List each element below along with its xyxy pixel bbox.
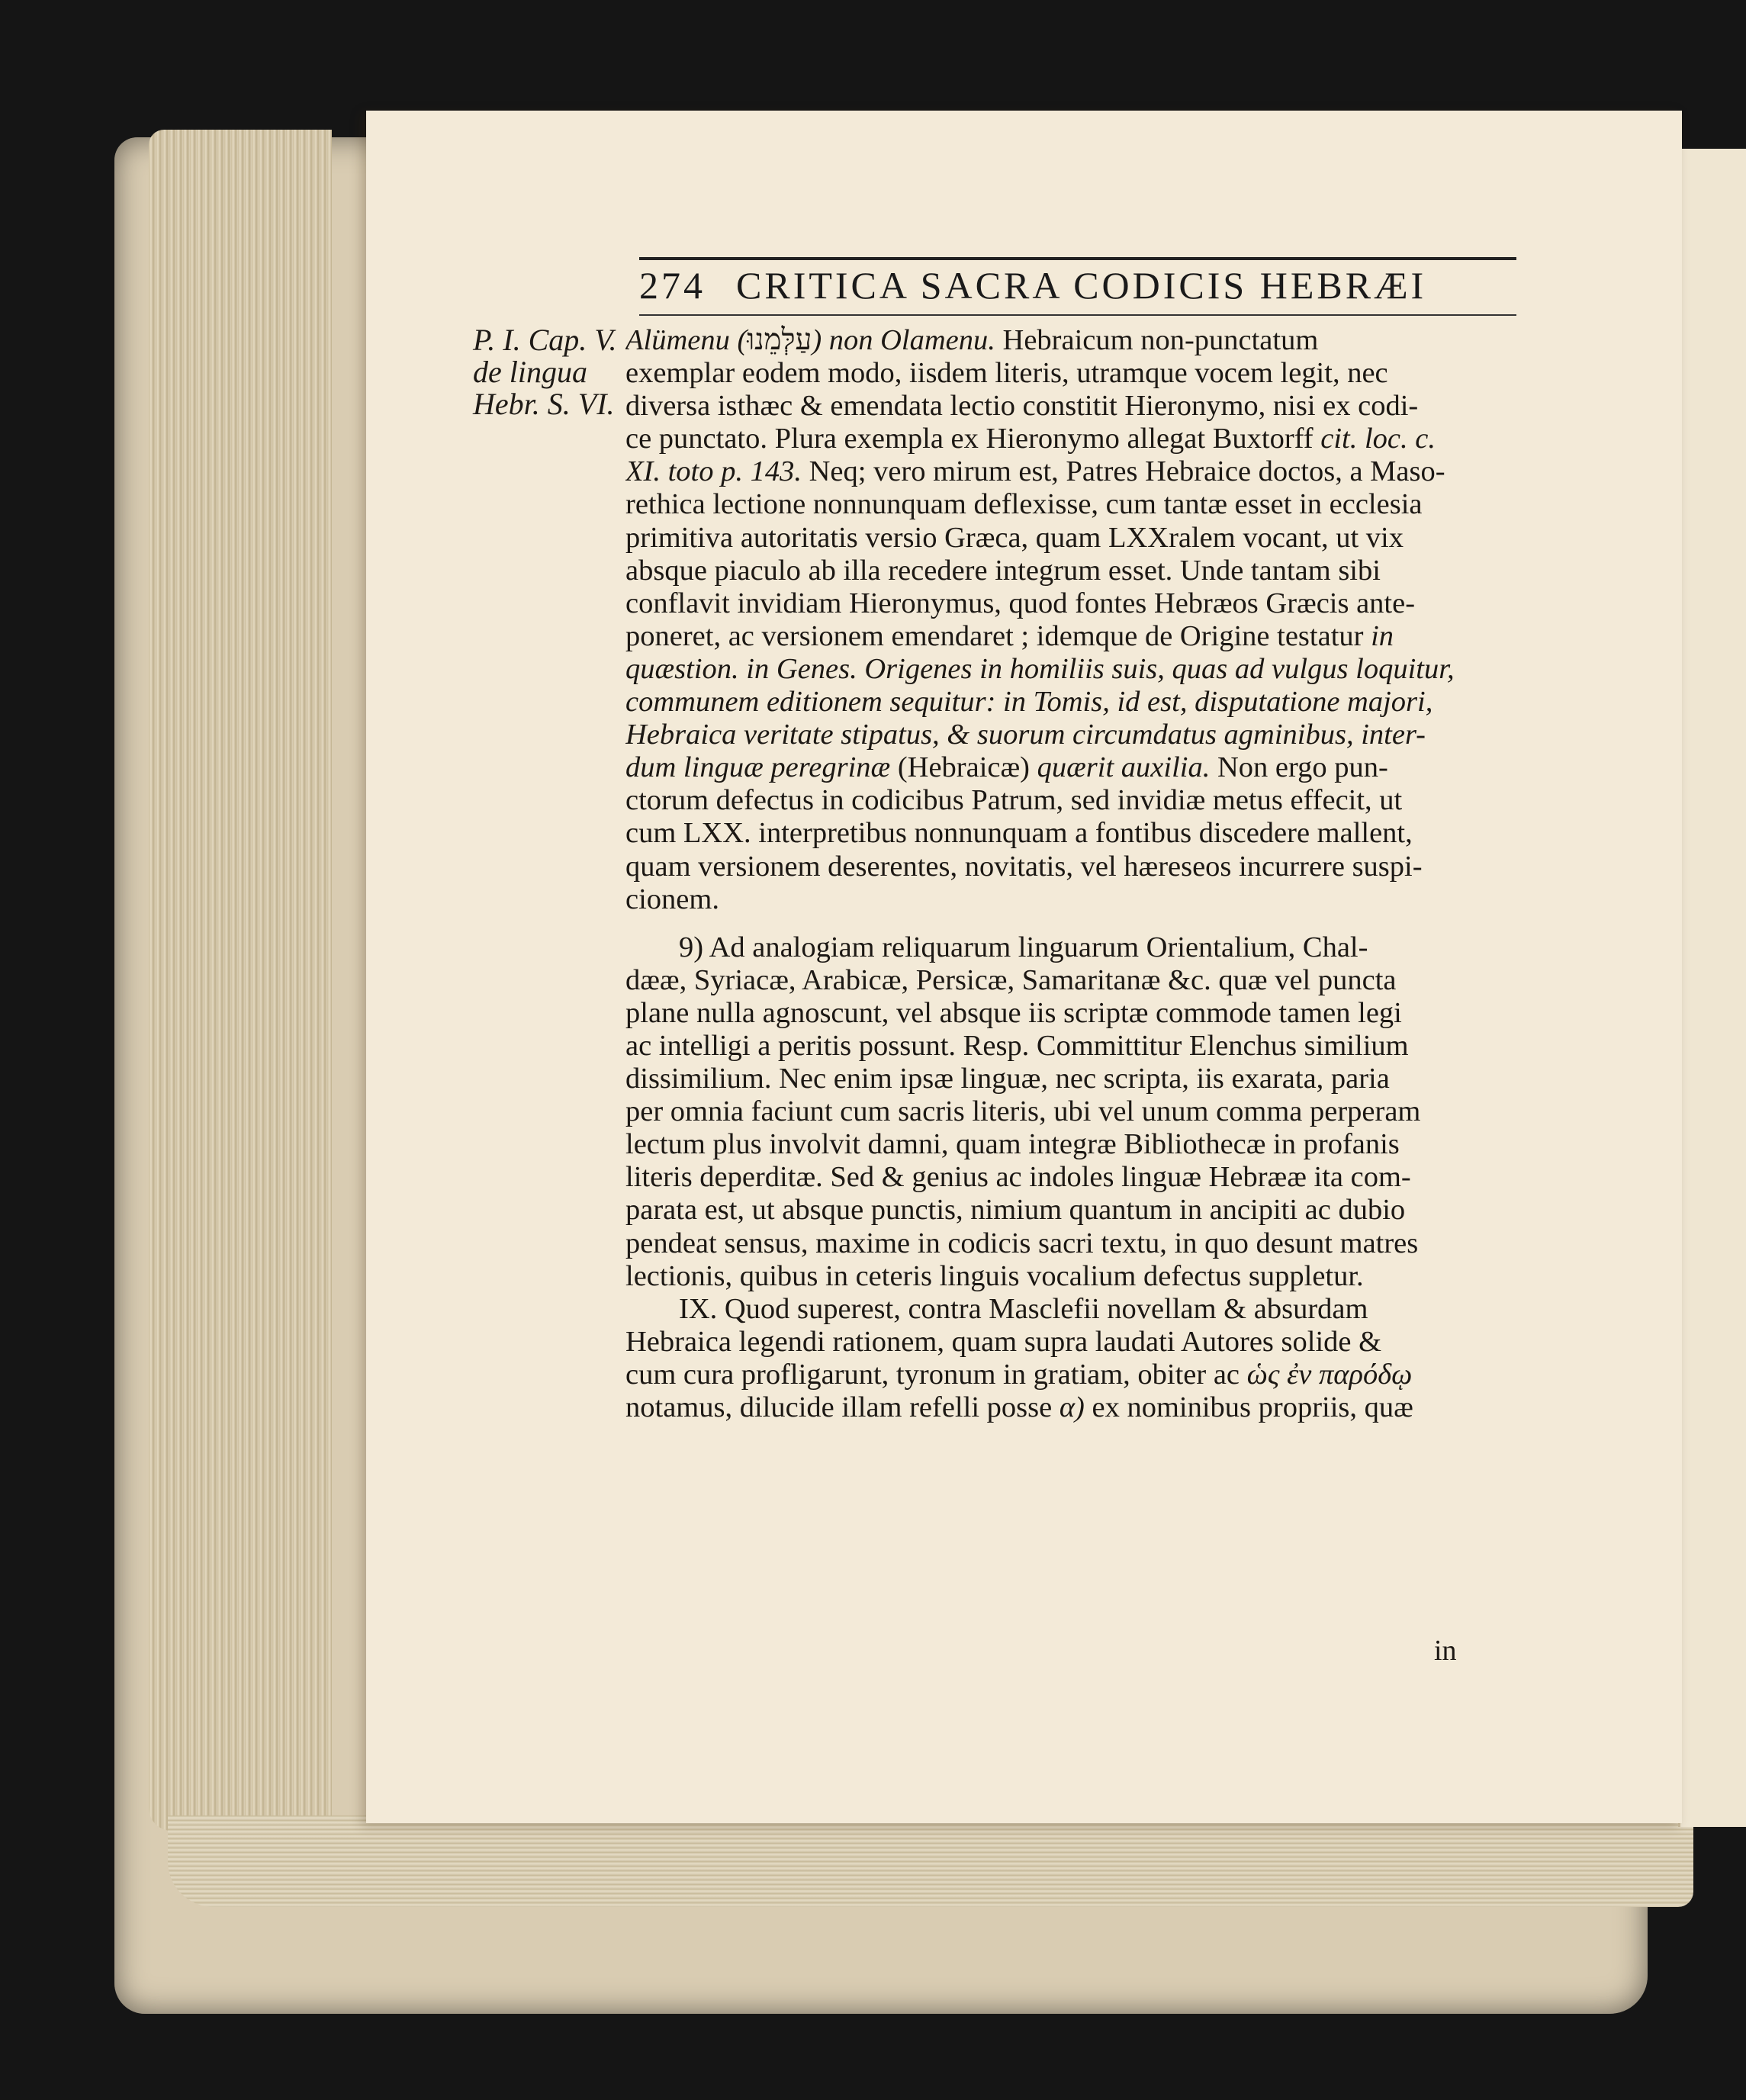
facing-page-edge xyxy=(1678,149,1746,1827)
greek-phrase: ὡς ἐν παρόδῳ xyxy=(1246,1358,1413,1391)
text-line: rethica lectione nonnunquam deflexisse, cum tantæ esset in ecclesia xyxy=(625,488,1423,521)
hebrew-word: עַלְּמֵנוּ xyxy=(747,324,812,356)
text-line: primitiva autoritatis versio Græca, quam LXXralem vocant, ut vix xyxy=(625,521,1404,554)
text-line xyxy=(625,1359,1518,1391)
text-line: absque piaculo ab illa recedere integrum esset. Unde tantam sibi xyxy=(625,554,1381,587)
text-line: lectionis, quibus in ceteris linguis vocalium defectus suppletur. xyxy=(625,1259,1364,1292)
text-line xyxy=(625,1391,1518,1424)
text-line: ctorum defectus in codicibus Patrum, sed invidiæ metus effecit, ut xyxy=(625,784,1403,817)
text-line xyxy=(625,324,1518,357)
text-line: IX. Quod superest, contra Masclefii novellam & absurdam xyxy=(679,1292,1368,1325)
body-text xyxy=(625,324,1518,1424)
catchword: in xyxy=(1434,1635,1457,1667)
italic-phrase: Alümenu ( xyxy=(625,324,748,356)
text-line xyxy=(625,620,1518,653)
text-line: conflavit invidiam Hieronymus, quod fontes Hebræos Græcis ante- xyxy=(625,587,1416,619)
header-underline xyxy=(639,314,1516,316)
quote-run: dum linguæ peregrinæ xyxy=(625,751,891,784)
quote-line: communem editionem sequitur: in Tomis, id est, disputatione majori, xyxy=(625,686,1433,719)
text-run: poneret, ac versionem emendaret ; idemque de Origine testatur xyxy=(625,619,1371,652)
text-run: (Hebraicæ) xyxy=(890,751,1037,784)
text-run: Neq; vero mirum est, Patres Hebraice doctos, a Maso- xyxy=(801,455,1445,488)
header-rule xyxy=(639,257,1516,260)
quote-line: Hebraica veritate stipatus, & suorum circumdatus agminibus, inter- xyxy=(625,719,1426,751)
text-line: cionem. xyxy=(625,883,719,915)
paragraph-1 xyxy=(625,324,1518,916)
running-title: CRITICA SACRA CODICIS HEBRÆI xyxy=(736,264,1427,307)
paragraph-3 xyxy=(625,1293,1518,1424)
text-run: notamus, dilucide illam refelli posse xyxy=(625,1391,1059,1423)
running-header xyxy=(639,263,1516,307)
text-line: 9) Ad analogiam reliquarum linguarum Orientalium, Chal- xyxy=(679,931,1368,963)
text-line xyxy=(625,751,1518,784)
paragraph-2 xyxy=(625,931,1518,1293)
text-line: dææ, Syriacæ, Arabicæ, Persicæ, Samaritanæ &c. quæ vel puncta xyxy=(625,963,1397,996)
footnote-marker: α) xyxy=(1059,1391,1085,1423)
text-line: per omnia faciunt cum sacris literis, ubi vel unum comma perperam xyxy=(625,1095,1421,1128)
margin-note-line: de lingua xyxy=(473,355,587,389)
page-edges xyxy=(149,130,332,1831)
text-run: cum cura profligarunt, tyronum in gratiam, obiter ac xyxy=(625,1358,1247,1391)
text-line: dissimilium. Nec enim ipsæ linguæ, nec scripta, iis exarata, paria xyxy=(625,1063,1390,1095)
margin-note-line: Hebr. S. VI. xyxy=(473,387,615,421)
bottom-page-edges xyxy=(168,1815,1693,1907)
text-run: ce punctato. Plura exempla ex Hieronymo allegat Buxtorff xyxy=(625,423,1321,455)
text-run: Non ergo pun- xyxy=(1210,751,1388,784)
text-line: ac intelligi a peritis possunt. Resp. Committitur Elenchus similium xyxy=(625,1029,1409,1062)
text-line xyxy=(625,455,1518,488)
citation: XI. toto p. 143. xyxy=(625,455,802,488)
citation: in xyxy=(1371,619,1394,652)
text-line: pendeat sensus, maxime in codicis sacri textu, in quo desunt matres xyxy=(625,1227,1419,1259)
citation: cit. loc. c. xyxy=(1320,423,1436,455)
text-line: literis deperditæ. Sed & genius ac indoles linguæ Hebrææ ita com- xyxy=(625,1161,1411,1194)
text-line: exemplar eodem modo, iisdem literis, utramque vocem legit, nec xyxy=(625,357,1388,390)
text-line: cum LXX. interpretibus nonnunquam a fontibus discedere mallent, xyxy=(625,817,1413,850)
text-line: parata est, ut absque punctis, nimium quantum in ancipiti ac dubio xyxy=(625,1194,1406,1227)
text-line xyxy=(625,423,1518,455)
text-run: Hebraicum non-punctatum xyxy=(995,324,1319,356)
quote-line: quæstion. in Genes. Origenes in homiliis suis, quas ad vulgus loquitur, xyxy=(625,652,1455,685)
quote-run: quærit auxilia. xyxy=(1037,751,1211,784)
text-line: lectum plus involvit damni, quam integræ Bibliothecæ in profanis xyxy=(625,1128,1400,1161)
text-run: ex nominibus propriis, quæ xyxy=(1084,1391,1413,1423)
text-line: quam versionem deserentes, novitatis, vel hæreseos incurrere suspi- xyxy=(625,850,1423,883)
page-number: 274 xyxy=(639,264,706,307)
text-line: diversa isthæc & emendata lectio constitit Hieronymo, nisi ex codi- xyxy=(625,390,1419,423)
text-line: plane nulla agnoscunt, vel absque iis scriptæ commode tamen legi xyxy=(625,996,1402,1029)
italic-phrase: ) non Olamenu. xyxy=(812,324,995,356)
margin-note xyxy=(473,324,633,420)
text-line: Hebraica legendi rationem, quam supra laudati Autores solide & xyxy=(625,1325,1382,1358)
margin-note-line: P. I. Cap. V. xyxy=(473,323,617,357)
